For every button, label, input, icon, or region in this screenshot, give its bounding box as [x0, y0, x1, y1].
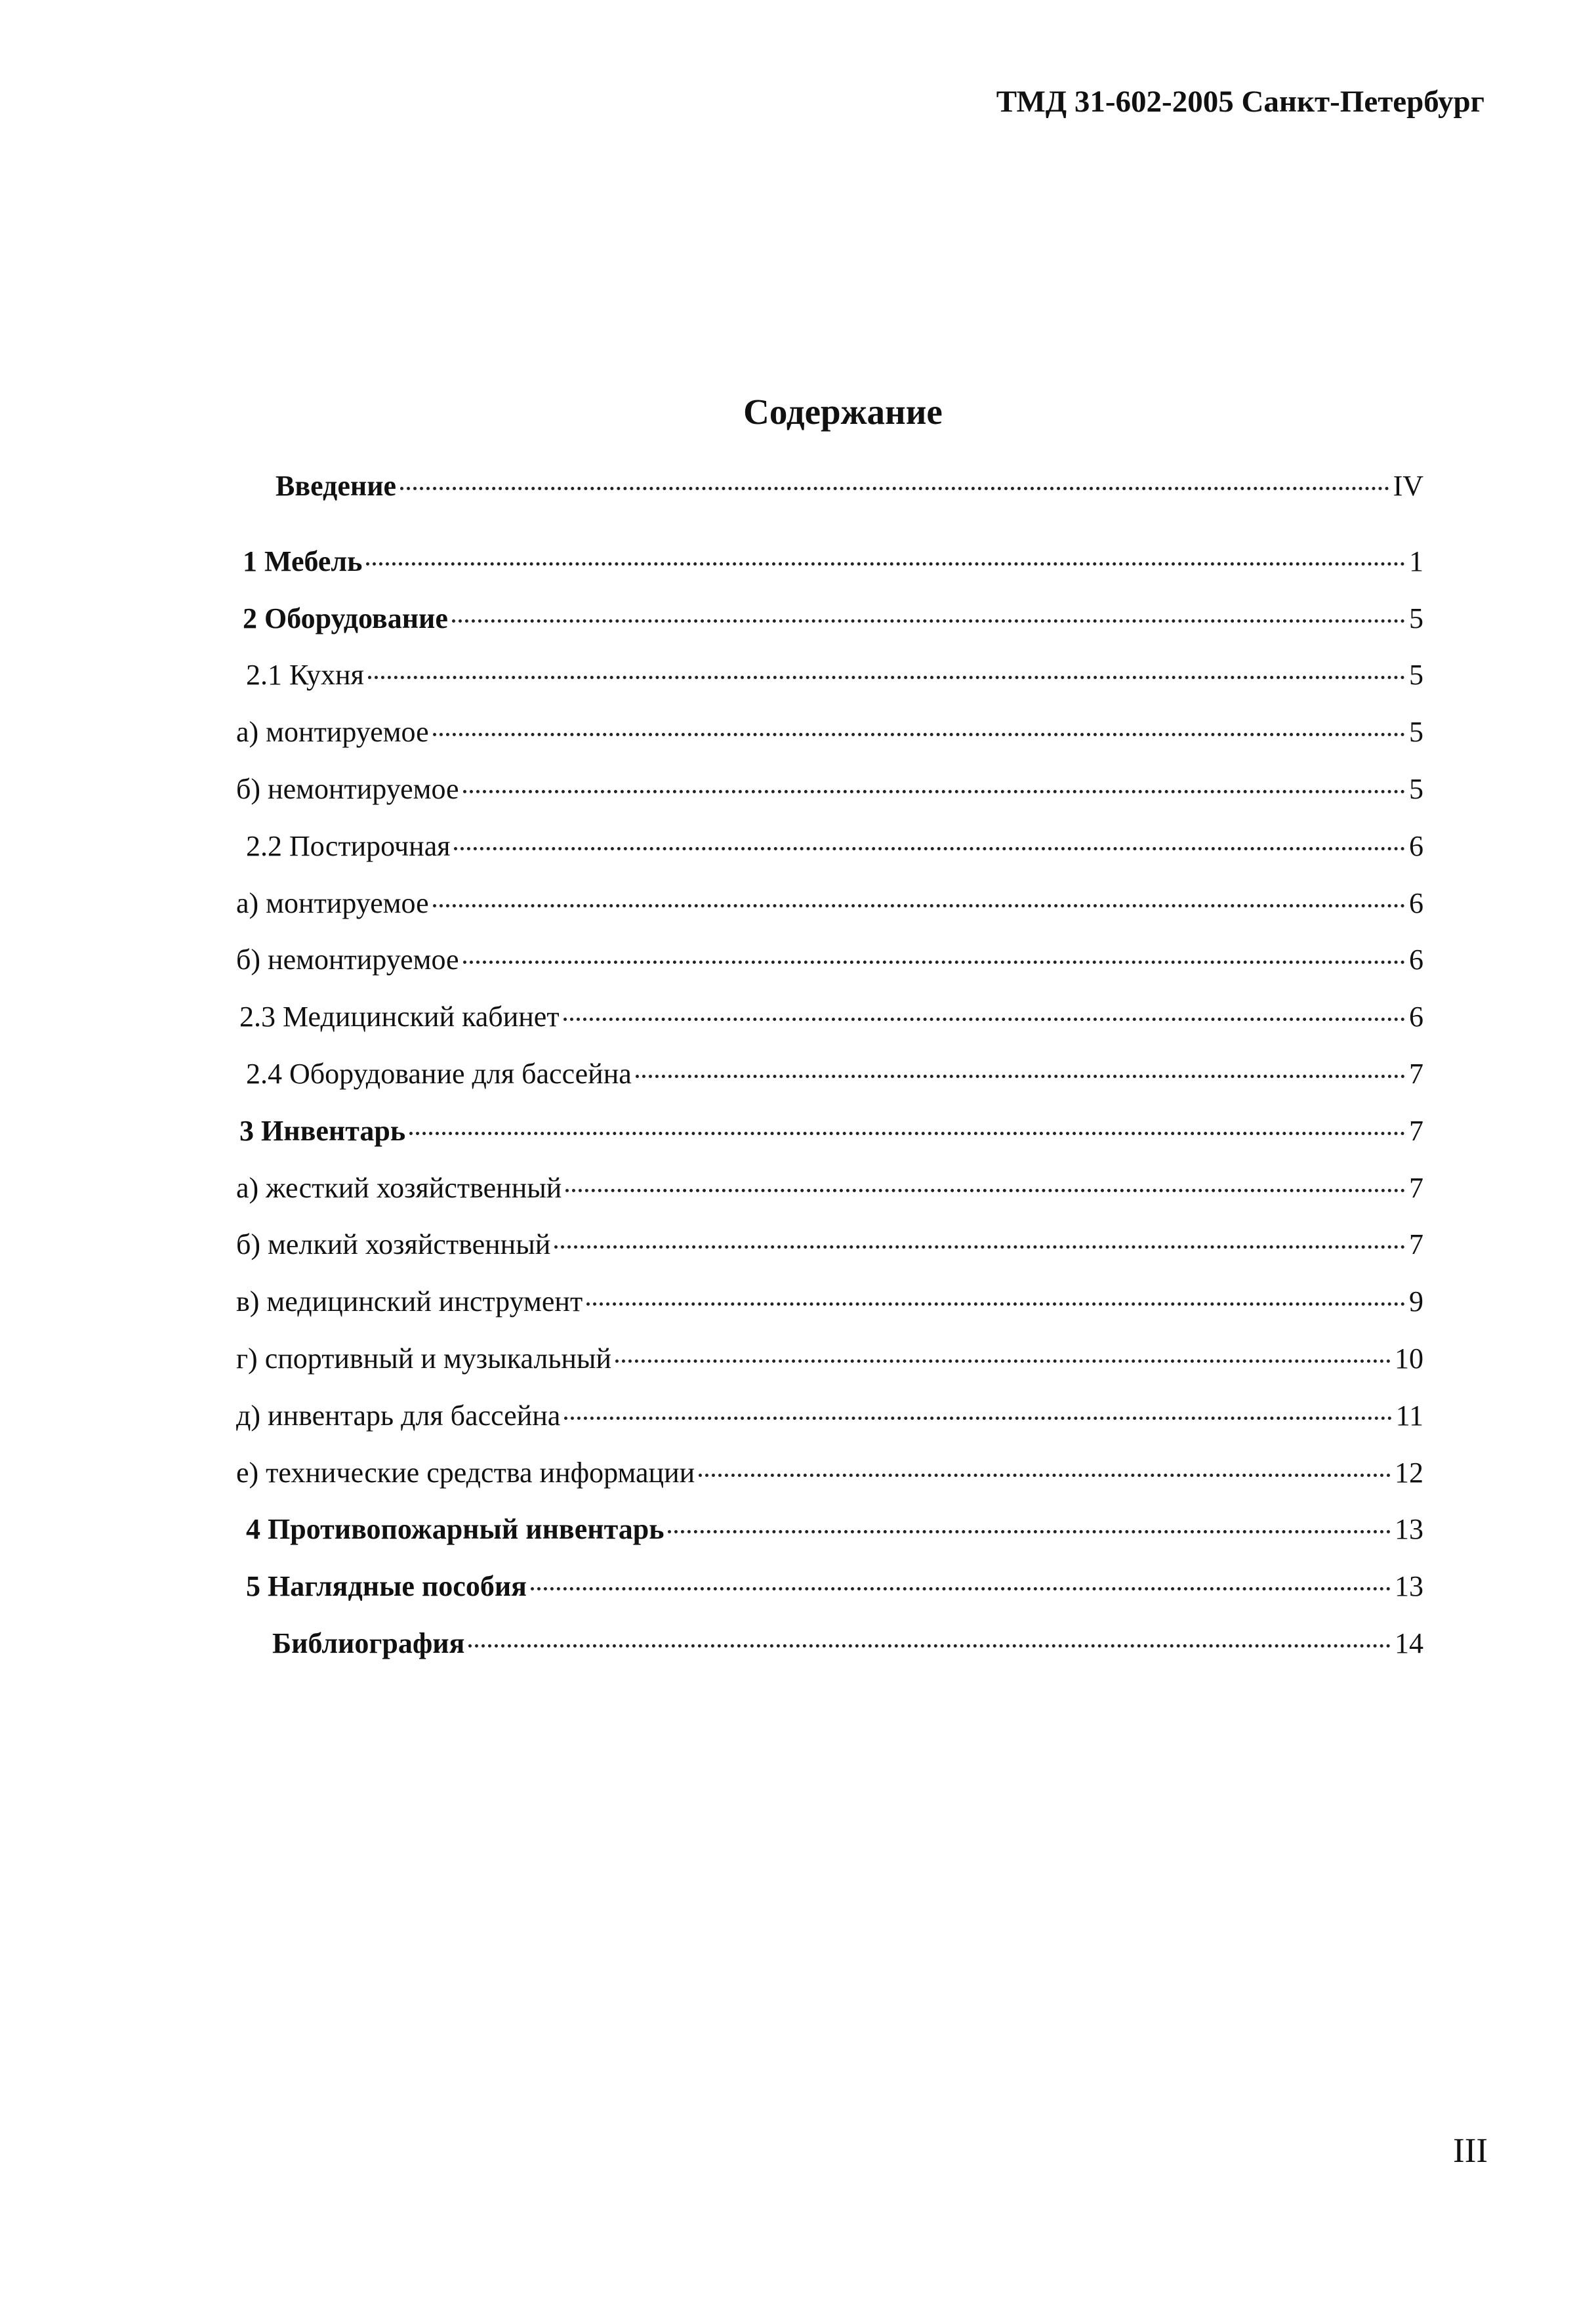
- toc-entry-label: б) немонтируемое: [236, 944, 459, 976]
- toc-entry-label: г) спортивный и музыкальный: [236, 1342, 612, 1375]
- toc-entry-label: е) технические средства информации: [236, 1456, 695, 1489]
- toc-entry-label: д) инвентарь для бассейна: [236, 1399, 561, 1432]
- toc-dot-leader: [433, 904, 1405, 907]
- toc-entry: [236, 1171, 1423, 1228]
- toc-entry: [236, 715, 1423, 772]
- toc-entry-page: 7: [1409, 1171, 1423, 1204]
- toc-entry: [236, 1000, 1423, 1057]
- toc-entry: [236, 1285, 1423, 1342]
- toc-dot-leader: [452, 619, 1405, 623]
- table-of-contents: [236, 469, 1423, 1684]
- toc-entry-page: 1: [1409, 545, 1423, 577]
- toc-dot-leader: [565, 1189, 1405, 1192]
- toc-entry-label: Введение: [276, 470, 397, 502]
- toc-entry-label: 3 Инвентарь: [239, 1114, 406, 1147]
- toc-entry: [236, 1057, 1423, 1114]
- toc-dot-leader: [468, 1644, 1391, 1648]
- toc-entry-page: 6: [1409, 1001, 1423, 1033]
- toc-entry: [236, 1627, 1423, 1684]
- page-number: III: [1453, 2132, 1488, 2170]
- toc-entry-page: 10: [1395, 1342, 1423, 1375]
- toc-entry: [236, 772, 1423, 829]
- toc-entry: [236, 1342, 1423, 1399]
- toc-entry-label: 5 Наглядные пособия: [246, 1570, 527, 1603]
- toc-entry: [236, 469, 1423, 526]
- toc-entry-page: 5: [1409, 716, 1423, 749]
- toc-entry: [236, 1456, 1423, 1513]
- toc-entry-label: 4 Противопожарный инвентарь: [246, 1513, 665, 1546]
- toc-dot-leader: [368, 676, 1405, 679]
- document-header: ТМД 31-602-2005 Санкт-Петербург: [996, 85, 1484, 119]
- toc-dot-leader: [564, 1417, 1391, 1420]
- toc-title: Содержание: [743, 392, 943, 432]
- toc-entry-page: 7: [1409, 1228, 1423, 1261]
- toc-entry-label: а) монтируемое: [236, 886, 429, 919]
- toc-entry: [236, 602, 1423, 659]
- toc-dot-leader: [531, 1587, 1391, 1590]
- toc-entry-page: 5: [1409, 772, 1423, 805]
- toc-entry-page: 11: [1395, 1399, 1423, 1432]
- toc-entry-page: 12: [1395, 1456, 1423, 1489]
- toc-entry-label: а) жесткий хозяйственный: [236, 1171, 562, 1204]
- toc-entry: [236, 886, 1423, 944]
- toc-entry-label: б) мелкий хозяйственный: [236, 1228, 551, 1261]
- toc-entry-label: 2.1 Кухня: [246, 659, 364, 692]
- toc-dot-leader: [409, 1132, 1405, 1135]
- toc-entry-page: 13: [1395, 1513, 1423, 1546]
- toc-entry-label: 2.4 Оборудование для бассейна: [246, 1057, 632, 1090]
- toc-dot-leader: [636, 1075, 1405, 1078]
- toc-entry-label: 1 Мебель: [243, 545, 363, 577]
- toc-entry: [236, 943, 1423, 1000]
- toc-dot-leader: [366, 562, 1405, 566]
- toc-entry: [236, 1114, 1423, 1171]
- toc-dot-leader: [454, 847, 1405, 850]
- toc-entry-page: 13: [1395, 1570, 1423, 1603]
- toc-entry-label: 2.2 Постирочная: [246, 829, 451, 862]
- toc-entry: [236, 829, 1423, 886]
- toc-dot-leader: [668, 1530, 1391, 1533]
- toc-entry-page: 7: [1409, 1057, 1423, 1090]
- toc-entry-label: в) медицинский инструмент: [236, 1285, 583, 1318]
- toc-entry: [236, 545, 1423, 602]
- toc-entry-page: 14: [1395, 1627, 1423, 1659]
- toc-entry: [236, 1569, 1423, 1627]
- toc-dot-leader: [615, 1359, 1391, 1363]
- toc-entry-label: Библиография: [272, 1627, 465, 1659]
- toc-entry-page: 5: [1409, 659, 1423, 692]
- toc-dot-leader: [554, 1245, 1405, 1249]
- toc-dot-leader: [400, 487, 1389, 490]
- toc-entry: [236, 1512, 1423, 1569]
- toc-dot-leader: [563, 1018, 1405, 1021]
- toc-entry-page: 6: [1409, 886, 1423, 919]
- toc-dot-leader: [433, 733, 1405, 736]
- toc-entry-label: 2 Оборудование: [243, 602, 448, 634]
- toc-dot-leader: [463, 961, 1405, 964]
- toc-entry: [236, 1399, 1423, 1456]
- toc-entry-label: а) монтируемое: [236, 716, 429, 749]
- toc-dot-leader: [463, 790, 1405, 793]
- toc-entry-page: 6: [1409, 944, 1423, 976]
- toc-entry: [236, 1228, 1423, 1285]
- toc-entry-label: б) немонтируемое: [236, 772, 459, 805]
- toc-entry: [236, 658, 1423, 715]
- toc-entry-page: IV: [1393, 470, 1423, 502]
- toc-dot-leader: [586, 1302, 1405, 1306]
- toc-dot-leader: [699, 1474, 1391, 1477]
- toc-entry-page: 9: [1409, 1285, 1423, 1318]
- toc-entry-page: 7: [1409, 1114, 1423, 1147]
- toc-entry-label: 2.3 Медицинский кабинет: [239, 1001, 560, 1033]
- toc-entry-page: 5: [1409, 602, 1423, 634]
- toc-entry-page: 6: [1409, 829, 1423, 862]
